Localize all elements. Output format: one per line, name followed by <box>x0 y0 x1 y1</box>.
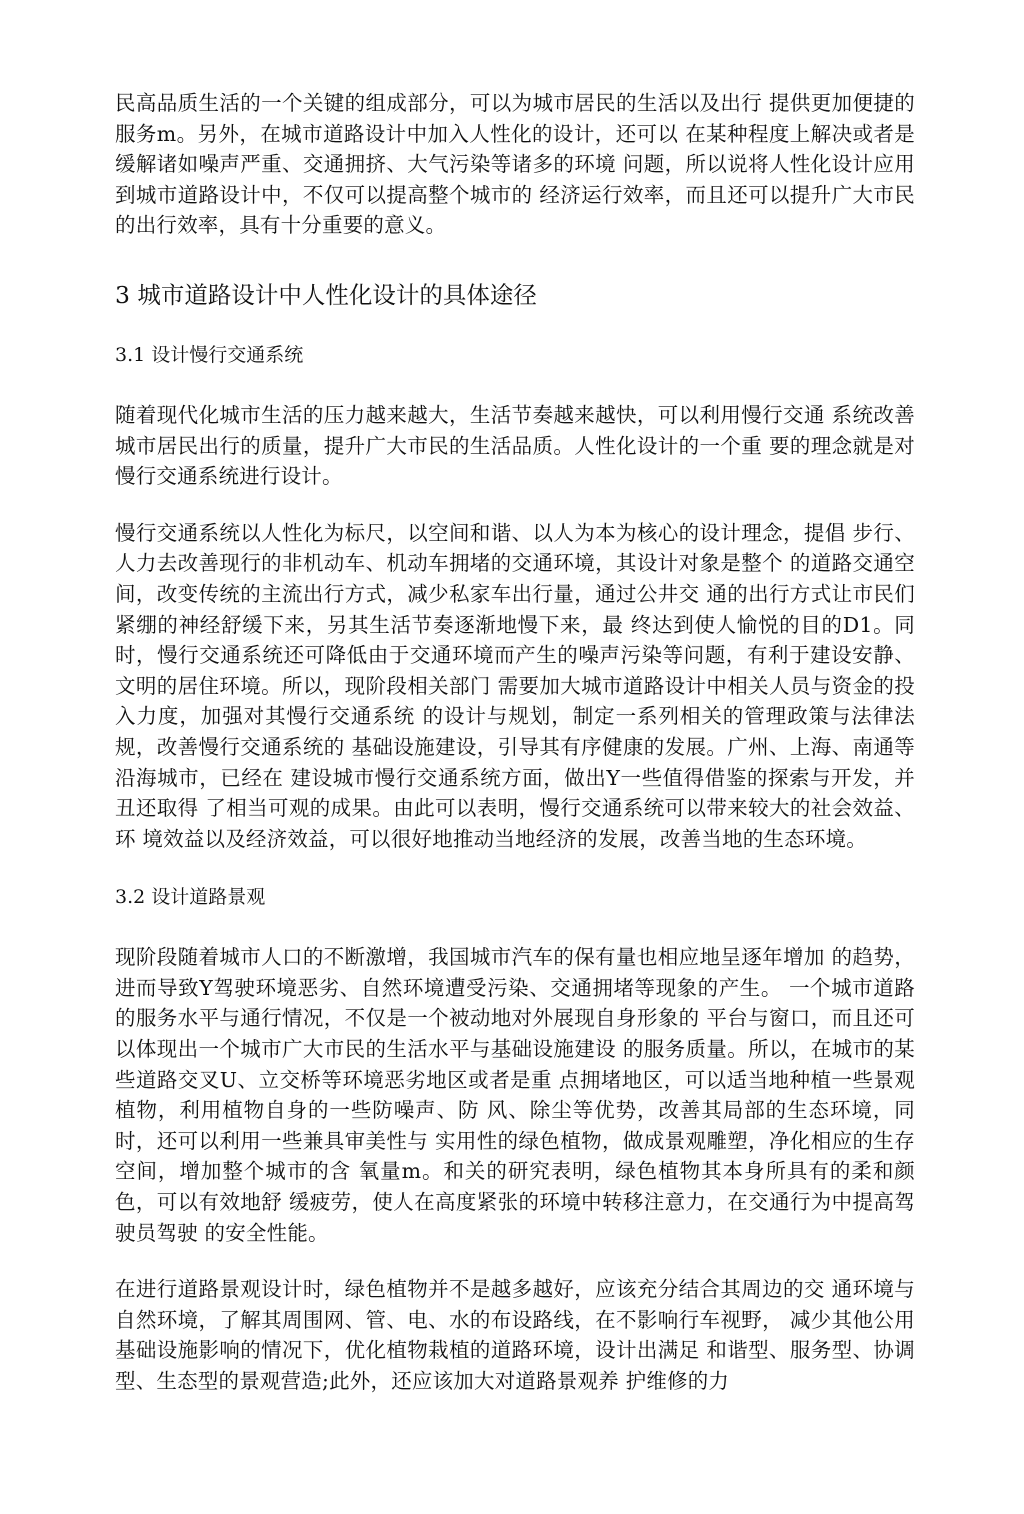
subsection-heading-3-2: 3.2 设计道路景观 <box>115 886 266 909</box>
subsection-heading-3-1: 3.1 设计慢行交通系统 <box>115 343 304 366</box>
paragraph-landscape-design: 在进行道路景观设计时，绿色植物并不是越多越好，应该充分结合其周边的交 通环境与自然环境，了解其周围网、管、电、水的布设路线，在不影响行车视野， 减少其他公用基础设施影响的情况下，优化植物栽植的道路环境，设计出满足 和谐型、服务型、协调型、生态型的景观营造;此外，还应该加大对道路景观养 护维修的力 <box>115 1277 915 1393</box>
paragraph-intro-continuation: 民高品质生活的一个关键的组成部分，可以为城市居民的生活以及出行 提供更加便捷的服务m。另外，在城市道路设计中加入人性化的设计，还可以 在某种程度上解决或者是缓解诸如噪声严重、交通拥挤、大气污染等诸多的环境 问题，所以说将人性化设计应用到城市道路设计中，不仅可以提高整个城市的 经济运行效率，而且还可以提升广大市民的出行效率，具有十分重要的意义。 <box>115 91 915 238</box>
paragraph-slow-traffic-detail: 慢行交通系统以人性化为标尺，以空间和谐、以人为本为核心的设计理念，提倡 步行、人力去改善现行的非机动车、机动车拥堵的交通环境，其设计对象是整个 的道路交通空间，改变传统的主流出行方式，减少私家车出行量，通过公井交 通的出行方式让市民们紧绷的神经舒缓下来，另其生活节奏逐渐地慢下来，最 终达到使人愉悦的目的D1。同时，慢行交通系统还可降低由于交通环境而产生的噪声污染等问题，有利于建设安静、文明的居住环境。所以，现阶段相关部门 需要加大城市道路设计中相关人员与资金的投入力度，加强对其慢行交通系统 的设计与规划，制定一系列相关的管理政策与法律法规，改善慢行交通系统的 基础设施建设，引导其有序健康的发展。广州、上海、南通等沿海城市，已经在 建设城市慢行交通系统方面，做出Y一些值得借鉴的探索与开发，并丑还取得 了相当可观的成果。由此可以表明，慢行交通系统可以带来较大的社会效益、环 境效益以及经济效益，可以很好地推动当地经济的发展，改善当地的生态环境。 <box>115 520 915 851</box>
document-page <box>115 88 915 1397</box>
paragraph-road-landscape: 现阶段随着城市人口的不断激增，我国城市汽车的保有量也相应地呈逐年增加 的趋势，进而导致Y驾驶环境恶劣、自然环境遭受污染、交通拥堵等现象的产生。 一个城市道路的服务水平与通行情况，不仅是一个被动地对外展现自身形象的 平台与窗口，而且还可以体现出一个城市广大市民的生活水平与基础设施建设 的服务质量。所以，在城市的某些道路交叉U、立交桥等环境恶劣地区或者是重 点拥堵地区，可以适当地种植一些景观植物，利用植物自身的一些防噪声、防 风、除尘等优势，改善其局部的生态环境，同时，还可以利用一些兼具审美性与 实用性的绿色植物，做成景观雕塑，净化相应的生存空间，增加整个城市的含 氧量m。和关的研究表明，绿色植物其本身所具有的柔和颜色，可以有效地舒 缓疲劳，使人在高度紧张的环境中转移注意力，在交通行为中提高驾驶员驾驶 的安全性能。 <box>115 945 915 1245</box>
paragraph-slow-traffic-intro: 随着现代化城市生活的压力越来越大，生活节奏越来越快，可以利用慢行交通 系统改善城市居民出行的质量，提升广大市民的生活品质。人性化设计的一个重 要的理念就是对慢行交通系统进行设计。 <box>115 402 915 489</box>
section-heading-3: 3 城市道路设计中人性化设计的具体途径 <box>115 280 537 309</box>
